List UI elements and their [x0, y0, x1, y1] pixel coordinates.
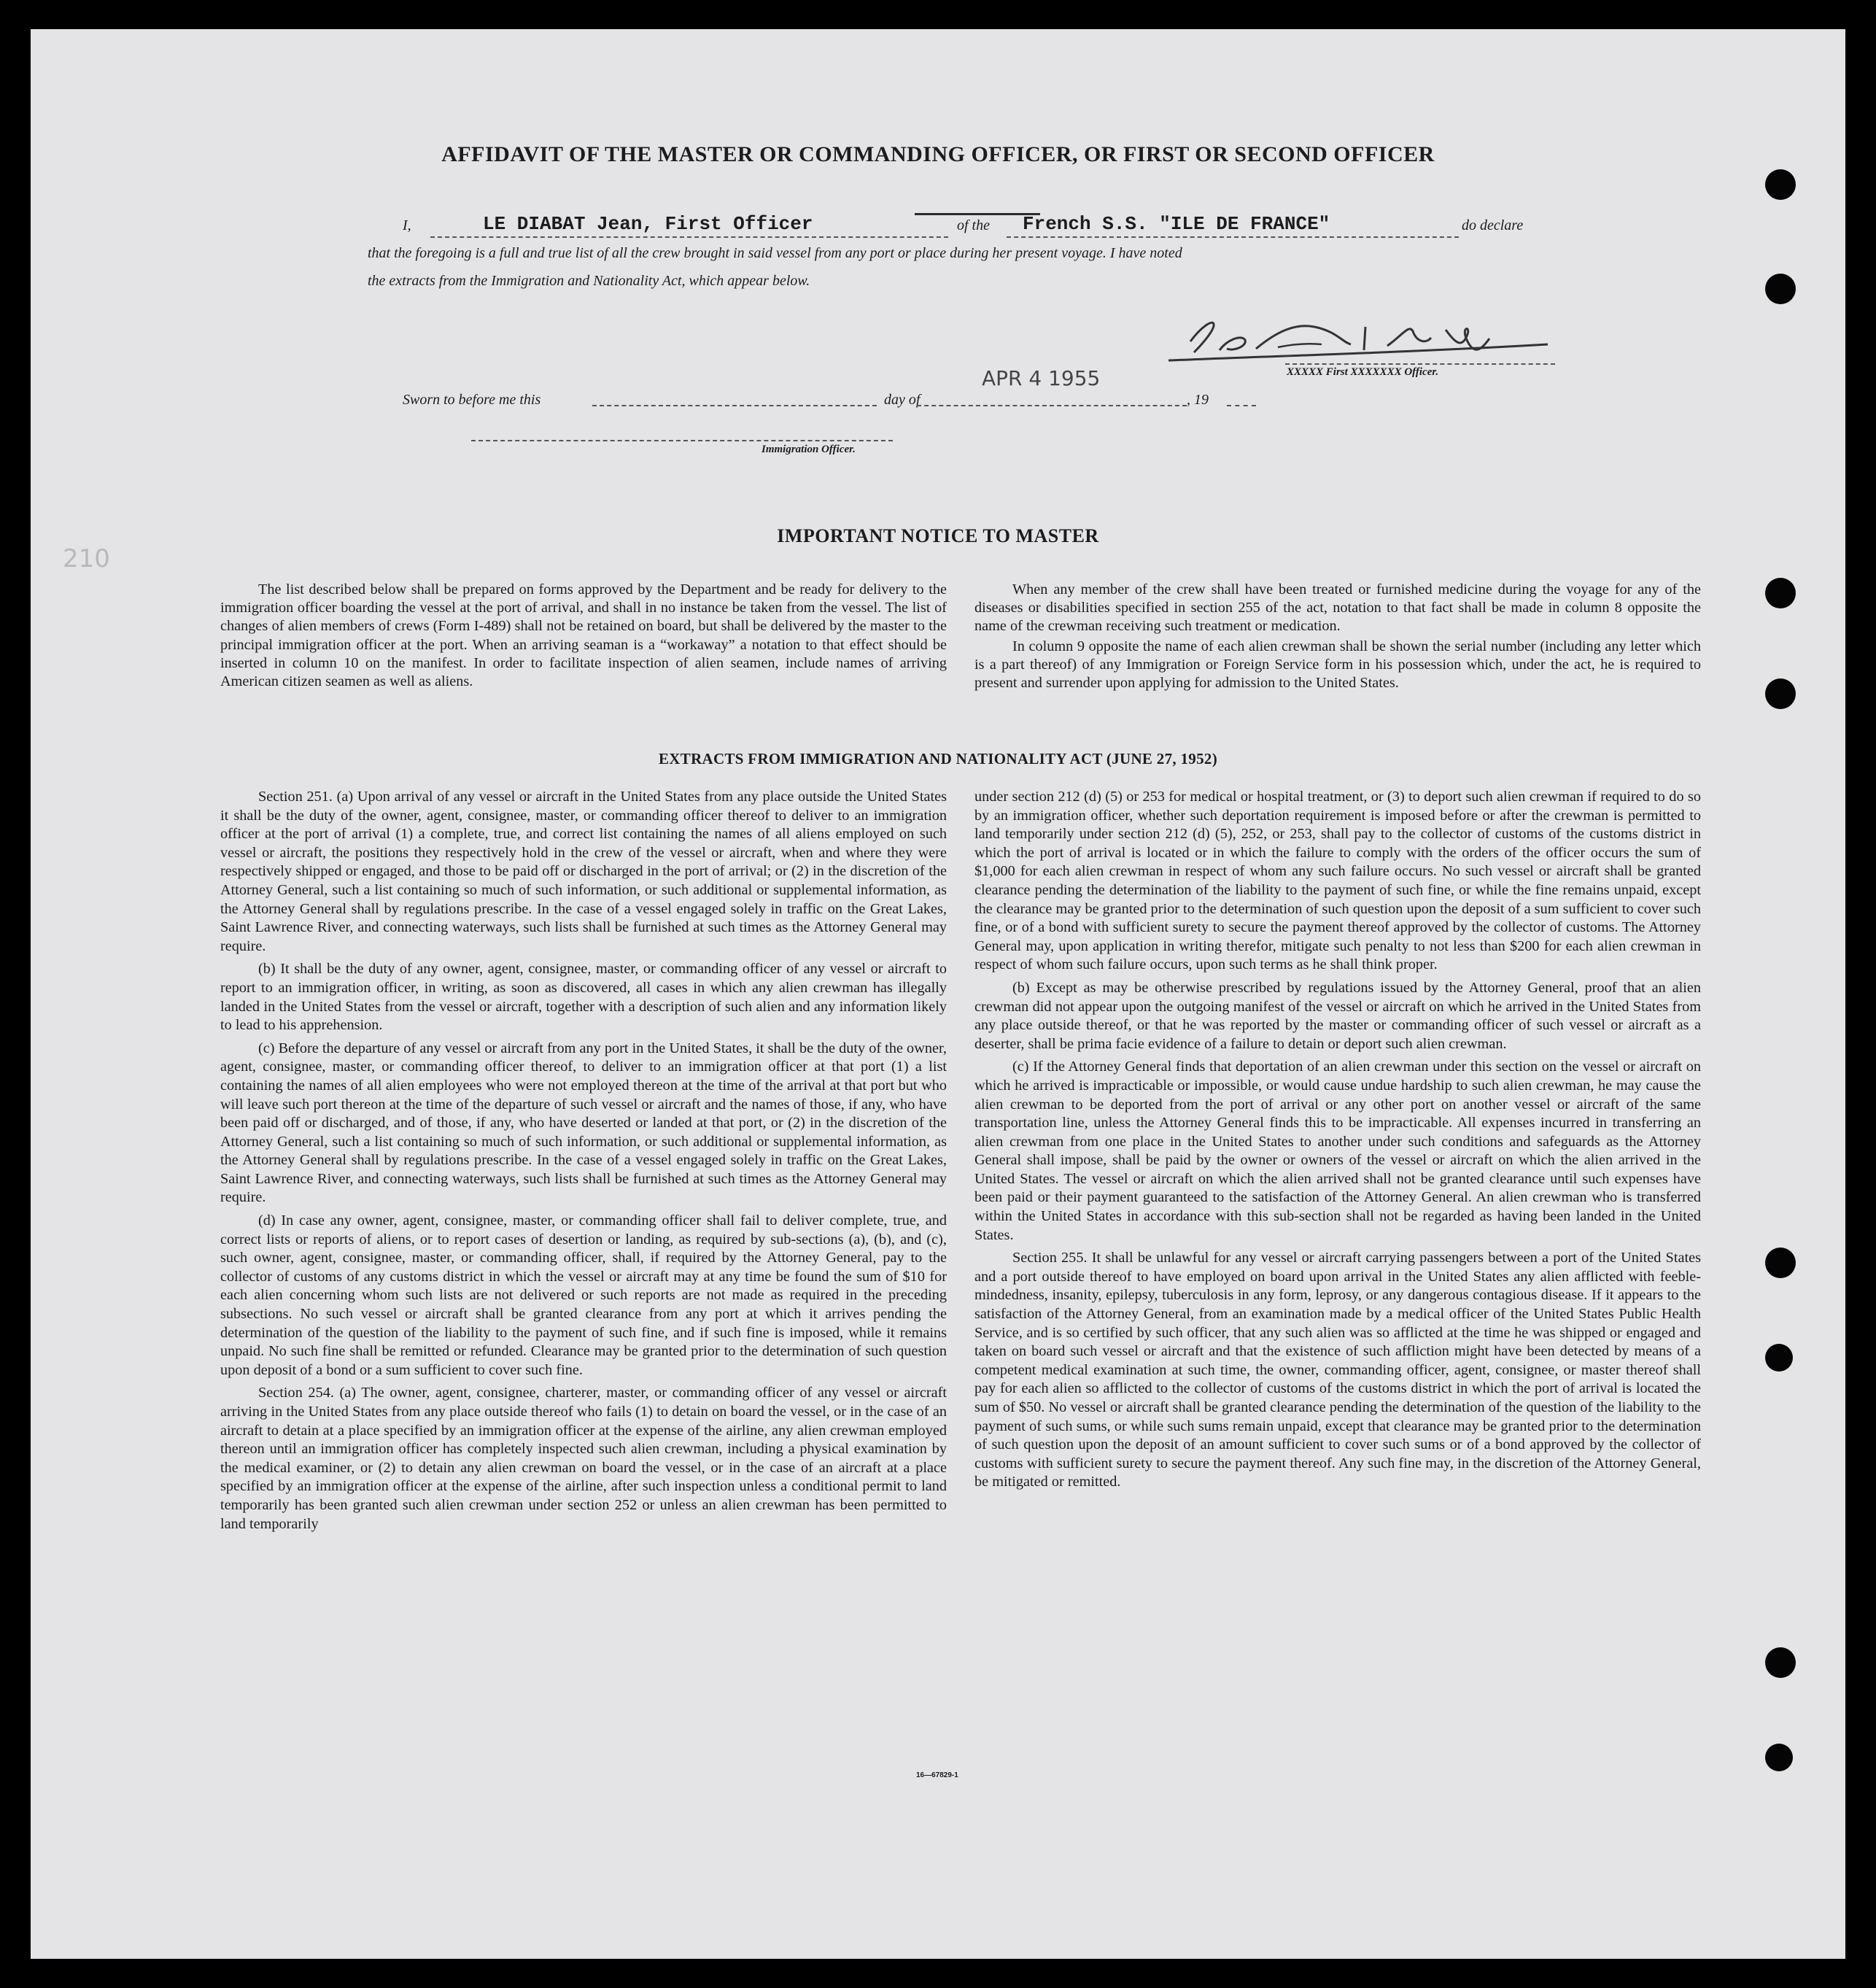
- section-255: Section 255. It shall be unlawful for any vessel or aircraft carrying passengers between a port of the United States and a port outside thereof to have employed on board upon arrival in the United States any alien afflicted with feeble-mindedness, insanity, epilepsy, tuberculosis in any form, leprosy, or any dangerous contagious disease. If it appears to the satisfaction of the Attorney General, from an examination made by a medical officer of the United States Public Health Service, and is so certified by such officer, that any such alien was so afflicted at the time he was shipped or engaged and taken on board such vessel or aircraft and that the existence of such affliction might have been detected by means of a competent medical examination at such time, the owner, commanding officer, agent, consignee, or master thereof shall pay for each alien so afflicted to the collector of customs of the customs district in which the port of arrival is located the sum of $50. No vessel or aircraft shall be granted clearance pending the determination of the question of the liability to the payment of such sums, or while such sums remain unpaid, except that clearance may be granted prior to the determination of such question upon the deposit of an amount sufficient to cover such sums or of a bond approved by the collector of customs with sufficient surety to secure the payment thereof. Any such fine may, in the discretion of the Attorney General, be mitigated or remitted.: [974, 1250, 1701, 1490]
- section-251-b: (b) It shall be the duty of any owner, agent, consignee, master, or commanding officer of any vessel or aircraft to report to an immigration officer, in writing, as soon as discovered, all cases in which any alien crewman has illegally landed in the United States from the vessel or aircraft, together with a description of such alien and any information likely to lead to his apprehension.: [220, 961, 947, 1034]
- section-251-a: Section 251. (a) Upon arrival of any vessel or aircraft in the United States from any place outside the United States it shall be the duty of the owner, agent, consignee, master, or commanding officer thereof to deliver to an immigration officer at the port of arrival (1) a complete, true, and correct list containing the names of all aliens employed on such vessel or aircraft, the positions they respectively hold in the crew of the vessel or aircraft, when and where they were respectively shipped or engaged, and those to be paid off or discharged in the port of arrival; or (2) in the discretion of the Attorney General, such a list containing so much of such information, or such additional or supplemental information, as the Attorney General shall by regulations prescribe. In the case of a vessel engaged solely in traffic on the Great Lakes, Saint Lawrence River, and connecting waterways, such lists shall be furnished at such times as the Attorney General may require.: [220, 789, 947, 954]
- section-251-c: (c) Before the departure of any vessel or aircraft from any port in the United States, it shall be the duty of the owner, agent, consignee, master, or commanding officer thereof, to deliver to an immigration officer at that port (1) a list containing the names of all alien employees who were not employed thereon at the time of the arrival at that port but who will leave such port thereon at the time of the departure of such vessel or aircraft and the names of those, if any, who have been paid off or discharged, and of those, if any, who have deserted or landed at that port, or (2) in the discretion of the Attorney General, such a list containing so much of such information, or such additional or supplemental information, as the Attorney General shall by regulations prescribe. In the case of a vessel engaged solely in traffic on the Great Lakes, Saint Lawrence River, and connecting waterways, such lists shall be furnished at such times as the Attorney General may require.: [220, 1040, 947, 1206]
- signature-line: [1285, 363, 1555, 365]
- date-stamp: APR 4 1955: [982, 366, 1101, 390]
- year-prefix: , 19: [1187, 392, 1209, 408]
- punch-hole: [1765, 678, 1796, 709]
- declaration-line-2: that the foregoing is a full and true list of all the crew brought in said vessel from any port or place during her present voyage. I have noted: [368, 245, 1182, 261]
- punch-hole: [1765, 274, 1796, 304]
- punch-hole: [1765, 1344, 1793, 1372]
- officer-name: LE DIABAT Jean, First Officer: [483, 213, 813, 235]
- extracts-left-column: [220, 788, 947, 1538]
- notice-right-paragraph-2: In column 9 opposite the name of each alien crewman shall be shown the serial number (including any letter which is a part thereof) of any Immigration or Foreign Service form in his possession which, under the act, he is required to present and surrender upon applying for admission to the United States.: [974, 638, 1701, 692]
- affidavit-title: AFFIDAVIT OF THE MASTER OR COMMANDING OFFICER, OR FIRST OR SECOND OFFICER: [441, 142, 1435, 166]
- section-251-d: (d) In case any owner, agent, consignee, master, or commanding officer shall fail to deliver complete, true, and correct lists or reports of aliens, or to report cases of desertion or landing, as required by sub-sections (a), (b), and (c), such owner, agent, consignee, master, or commanding officer, shall, if required by the Attorney General, pay to the collector of customs of any customs district in which the vessel or aircraft may at any time be found the sum of $10 for each alien concerning whom such lists are not delivered or such reports are not made as required in the preceding subsections. No such vessel or aircraft shall be granted clearance from any port at which it arrives pending the determination of the question of the liability to the payment of such fine, and if such fine is imposed, while it remains unpaid. No such fine shall be remitted or refunded. Clearance may be granted prior to the determination of such question upon deposit of a bond or a sum sufficient to cover such fine.: [220, 1212, 947, 1378]
- vessel-line: [1007, 236, 1459, 238]
- notice-left-paragraph: The list described below shall be prepared on forms approved by the Department and be ready for delivery to the immigration officer boarding the vessel at the port of arrival, and shall in no instance be taken from the vessel. The list of changes of alien members of crews (Form I-489) shall not be retained on board, but shall be delivered by the master to the principal immigration officer at the port. When an arriving seaman is a “workaway” a notation to that effect should be inserted in column 10 on the manifest. In order to facilitate inspection of alien seamen, include names of arriving American citizen seamen as well as aliens.: [220, 581, 947, 690]
- punch-hole: [1765, 169, 1796, 200]
- sworn-day-line: [592, 405, 877, 406]
- title-rule: [915, 213, 1040, 215]
- day-of-text: day of: [884, 392, 920, 408]
- punch-hole: [1765, 578, 1796, 608]
- notice-title: IMPORTANT NOTICE TO MASTER: [777, 525, 1099, 546]
- signature-caption: XXXXX First XXXXXXX Officer.: [1287, 366, 1439, 378]
- extracts-title: EXTRACTS FROM IMMIGRATION AND NATIONALITY ACT (JUNE 27, 1952): [659, 750, 1217, 767]
- extracts-right-column: [974, 788, 1701, 1496]
- document-page: [31, 29, 1845, 1959]
- punch-hole: [1765, 1647, 1796, 1678]
- name-line: [430, 236, 948, 238]
- form-number: 16—67829-1: [916, 1771, 958, 1779]
- section-254-a-continued: under section 212 (d) (5) or 253 for medical or hospital treatment, or (3) to deport such alien crewman if required to do so by an immigration officer, whether such deportation requirement is imposed before or after the crewman is permitted to land temporarily under section 212 (d) (5), 252, or 253, shall pay to the collector of customs of the customs district in which the port of arrival is located or in which the failure to comply with the orders of the officer occurs the sum of $1,000 for each alien crewman in respect of whom any such failure occurs. No such vessel or aircraft shall be granted clearance pending the determination of the liability to the payment of such fine, or while the fine remains unpaid, except the clearance may be granted prior to the determination of such question upon the deposit of a sum sufficient to cover such fine, or of a bond with sufficient surety to secure the payment thereof approved by the collector of customs. The Attorney General may, upon application in writing therefor, mitigate such penalty to not less than $200 for each alien crewman in respect of whom such failure occurs, upon such terms as he shall think proper.: [974, 789, 1701, 973]
- sworn-text: Sworn to before me this: [403, 392, 541, 408]
- do-declare-text: do declare: [1462, 217, 1524, 233]
- punch-hole: [1765, 1248, 1796, 1278]
- of-the-text: of the: [957, 217, 990, 233]
- notice-right-paragraph-1: When any member of the crew shall have been treated or furnished medicine during the voyage for any of the diseases or disabilities specified in section 255 of the act, notation to that fact shall be made in column 8 opposite the name of the crewman receiving such treatment or medication.: [974, 581, 1701, 635]
- immigration-officer-caption: Immigration Officer.: [761, 444, 856, 455]
- pronoun-text: I,: [403, 217, 411, 233]
- section-254-b: (b) Except as may be otherwise prescribed by regulations issued by the Attorney General, proof that an alien crewman did not appear upon the outgoing manifest of the vessel or aircraft on which he arrived in the United States from any place outside thereof, or that he was reported by the master or commanding officer of such vessel or aircraft as a deserter, shall be prima facie evidence of a failure to detain or deport such alien crewman.: [974, 979, 1701, 1052]
- section-254-a: Section 254. (a) The owner, agent, consignee, charterer, master, or commanding officer of any vessel or aircraft arriving in the United States from any place outside thereof who fails (1) to detain on board the vessel, or in the case of an aircraft to detain at a place specified by an immigration officer at the expense of the airline, any alien crewman employed thereon until an immigration officer has completely inspected such alien crewman, including a physical examination by the medical examiner, or (2) to detain any alien crewman on board the vessel, or in the case of an aircraft at a place specified by an immigration officer at the expense of the airline, after such inspection unless a conditional permit to land temporarily has been granted such alien crewman under section 252 or unless an alien crewman has been permitted to land temporarily: [220, 1385, 947, 1532]
- notice-right: [974, 581, 1701, 692]
- margin-mark: 210: [63, 544, 110, 573]
- notice-left: [220, 581, 947, 691]
- immigration-officer-line: [471, 440, 893, 441]
- sworn-month-line: [917, 405, 1187, 406]
- section-254-c: (c) If the Attorney General finds that deportation of an alien crewman under this section on the vessel or aircraft on which he arrived is impracticable or impossible, or would cause undue hardship to such alien crewman, he may cause the alien crewman to be deported from the port of arrival or any other port on another vessel or aircraft of the same transportation line, unless the Attorney General finds this to be impracticable. All expenses incurred in transferring an alien crewman from one place in the United States to another under such conditions and safeguards as the Attorney General shall impose, shall be paid by the owner or owners of the vessel or aircraft on which the alien arrived in the United States. The vessel or aircraft on which the alien arrived shall not be granted clearance until such expenses have been paid or their payment guaranteed to the satisfaction of the Attorney General. An alien crewman who is transferred within the United States in accordance with this sub-section shall not be regarded as having been landed in the United States.: [974, 1059, 1701, 1243]
- year-line: [1227, 405, 1256, 406]
- vessel-name: French S.S. "ILE DE FRANCE": [1023, 213, 1330, 235]
- declaration-line-3: the extracts from the Immigration and Nationality Act, which appear below.: [368, 273, 810, 289]
- punch-hole: [1765, 1744, 1793, 1771]
